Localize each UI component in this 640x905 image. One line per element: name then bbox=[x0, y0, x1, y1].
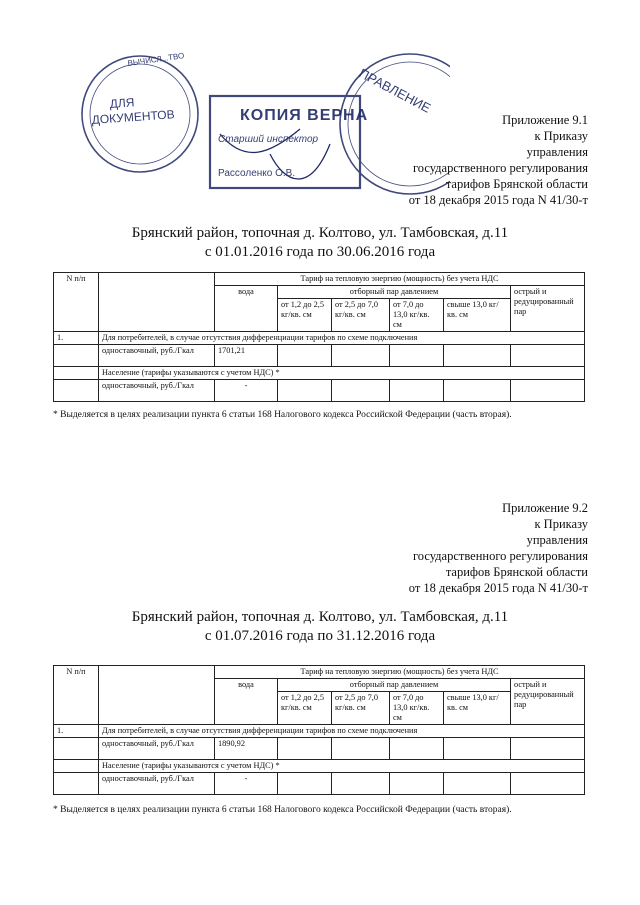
row-label: одноставочный, руб./Гкал bbox=[99, 773, 215, 795]
appendix-line: от 18 декабря 2015 года N 41/30-т bbox=[408, 193, 588, 207]
cell-empty bbox=[390, 345, 444, 367]
cell-empty bbox=[511, 345, 585, 367]
cell-empty bbox=[511, 773, 585, 795]
cell-empty bbox=[390, 773, 444, 795]
svg-text:КОПИЯ ВЕРНА: КОПИЯ ВЕРНА bbox=[240, 107, 369, 124]
cell-water-value: 1701,21 bbox=[215, 345, 278, 367]
cell-empty bbox=[390, 738, 444, 760]
cell-empty bbox=[332, 738, 390, 760]
cell-empty bbox=[332, 773, 390, 795]
cell-empty bbox=[54, 367, 99, 380]
appendix-line: Приложение 9.1 bbox=[502, 113, 588, 127]
header-pressure-2: от 2,5 до 7,0 кг/кв. см bbox=[332, 692, 390, 725]
appendix-line: к Приказу bbox=[534, 129, 588, 143]
header-pressure-1: от 1,2 до 2,5 кг/кв. см bbox=[278, 299, 332, 332]
appendix-line: тарифов Брянской области bbox=[445, 177, 588, 191]
header-pressure-3: от 7,0 до 13,0 кг/кв. см bbox=[390, 692, 444, 725]
header-sharp-steam: острый и редуцированный пар bbox=[511, 286, 585, 332]
cell-empty bbox=[511, 380, 585, 402]
header-tariff: Тариф на тепловую энергию (мощность) без учета НДС bbox=[215, 666, 585, 679]
row-label: одноставочный, руб./Гкал bbox=[99, 738, 215, 760]
svg-text:Рассоленко О.В.: Рассоленко О.В. bbox=[218, 168, 296, 179]
header-pressure-4: свыше 13,0 кг/кв. см bbox=[444, 692, 511, 725]
appendix-line: тарифов Брянской области bbox=[445, 565, 588, 579]
cell-empty bbox=[332, 380, 390, 402]
tariff-table-1 bbox=[53, 272, 585, 402]
header-water: вода bbox=[215, 679, 278, 725]
appendix-line: государственного регулирования bbox=[412, 549, 588, 563]
cell-empty bbox=[54, 773, 99, 795]
row-label: одноставочный, руб./Гкал bbox=[99, 345, 215, 367]
certification-stamp bbox=[70, 34, 450, 214]
footnote-1: * Выделяется в целях реализации пункта 6 статьи 168 Налогового кодекса Российской Федерации (часть вторая). bbox=[53, 410, 512, 420]
appendix-line: от 18 декабря 2015 года N 41/30-т bbox=[408, 581, 588, 595]
svg-text:ВЫЧИСЛ...ТВО: ВЫЧИСЛ...ТВО bbox=[127, 51, 185, 68]
header-number: N п/п bbox=[54, 273, 99, 332]
heading-line: с 01.01.2016 года по 30.06.2016 года bbox=[204, 244, 436, 260]
cell-empty bbox=[444, 345, 511, 367]
header-pressure-2: от 2,5 до 7,0 кг/кв. см bbox=[332, 299, 390, 332]
section-heading-1 bbox=[0, 224, 640, 262]
appendix-line: государственного регулирования bbox=[412, 161, 588, 175]
row-number: 1. bbox=[54, 725, 99, 738]
svg-text:Старший инспектор: Старший инспектор bbox=[218, 134, 319, 145]
header-steam: отборный пар давлением bbox=[278, 679, 511, 692]
section-heading-2 bbox=[0, 608, 640, 646]
header-empty bbox=[99, 666, 215, 725]
svg-text:ПРАВЛЕНИЕ: ПРАВЛЕНИЕ bbox=[356, 65, 434, 116]
header-tariff: Тариф на тепловую энергию (мощность) без учета НДС bbox=[215, 273, 585, 286]
heading-line: с 01.07.2016 года по 31.12.2016 года bbox=[204, 628, 436, 644]
cell-water-value: 1890,92 bbox=[215, 738, 278, 760]
tariff-table-2 bbox=[53, 665, 585, 795]
appendix-line: управления bbox=[526, 533, 588, 547]
cell-empty bbox=[54, 738, 99, 760]
row-group-population: Население (тарифы указываются с учетом НДС) * bbox=[99, 760, 585, 773]
cell-empty bbox=[54, 345, 99, 367]
appendix-block-2 bbox=[409, 500, 588, 596]
cell-water-value: - bbox=[215, 380, 278, 402]
appendix-block-1 bbox=[409, 112, 588, 208]
row-group-consumers: Для потребителей, в случае отсутствия дифференциации тарифов по схеме подключения bbox=[99, 725, 585, 738]
cell-empty bbox=[278, 380, 332, 402]
cell-empty bbox=[278, 345, 332, 367]
cell-empty bbox=[511, 738, 585, 760]
appendix-line: к Приказу bbox=[534, 517, 588, 531]
heading-line: Брянский район, топочная д. Колтово, ул. Тамбовская, д.11 bbox=[131, 609, 509, 625]
cell-empty bbox=[444, 380, 511, 402]
cell-water-value: - bbox=[215, 773, 278, 795]
cell-empty bbox=[54, 380, 99, 402]
header-steam: отборный пар давлением bbox=[278, 286, 511, 299]
svg-text:ДОКУМЕНТОВ: ДОКУМЕНТОВ bbox=[91, 107, 176, 127]
header-pressure-1: от 1,2 до 2,5 кг/кв. см bbox=[278, 692, 332, 725]
row-label: одноставочный, руб./Гкал bbox=[99, 380, 215, 402]
cell-empty bbox=[278, 738, 332, 760]
row-number: 1. bbox=[54, 332, 99, 345]
header-pressure-3: от 7,0 до 13,0 кг/кв. см bbox=[390, 299, 444, 332]
cell-empty bbox=[444, 773, 511, 795]
cell-empty bbox=[444, 738, 511, 760]
header-water: вода bbox=[215, 286, 278, 332]
header-pressure-4: свыше 13,0 кг/кв. см bbox=[444, 299, 511, 332]
cell-empty bbox=[278, 773, 332, 795]
footnote-2: * Выделяется в целях реализации пункта 6 статьи 168 Налогового кодекса Российской Федерации (часть вторая). bbox=[53, 805, 512, 815]
row-group-population: Население (тарифы указываются с учетом НДС) * bbox=[99, 367, 585, 380]
svg-text:ДЛЯ: ДЛЯ bbox=[109, 95, 135, 111]
appendix-line: Приложение 9.2 bbox=[502, 501, 588, 515]
header-empty bbox=[99, 273, 215, 332]
heading-line: Брянский район, топочная д. Колтово, ул. Тамбовская, д.11 bbox=[131, 225, 509, 241]
cell-empty bbox=[332, 345, 390, 367]
header-sharp-steam: острый и редуцированный пар bbox=[511, 679, 585, 725]
row-group-consumers: Для потребителей, в случае отсутствия дифференциации тарифов по схеме подключения bbox=[99, 332, 585, 345]
header-number: N п/п bbox=[54, 666, 99, 725]
cell-empty bbox=[390, 380, 444, 402]
cell-empty bbox=[54, 760, 99, 773]
appendix-line: управления bbox=[526, 145, 588, 159]
